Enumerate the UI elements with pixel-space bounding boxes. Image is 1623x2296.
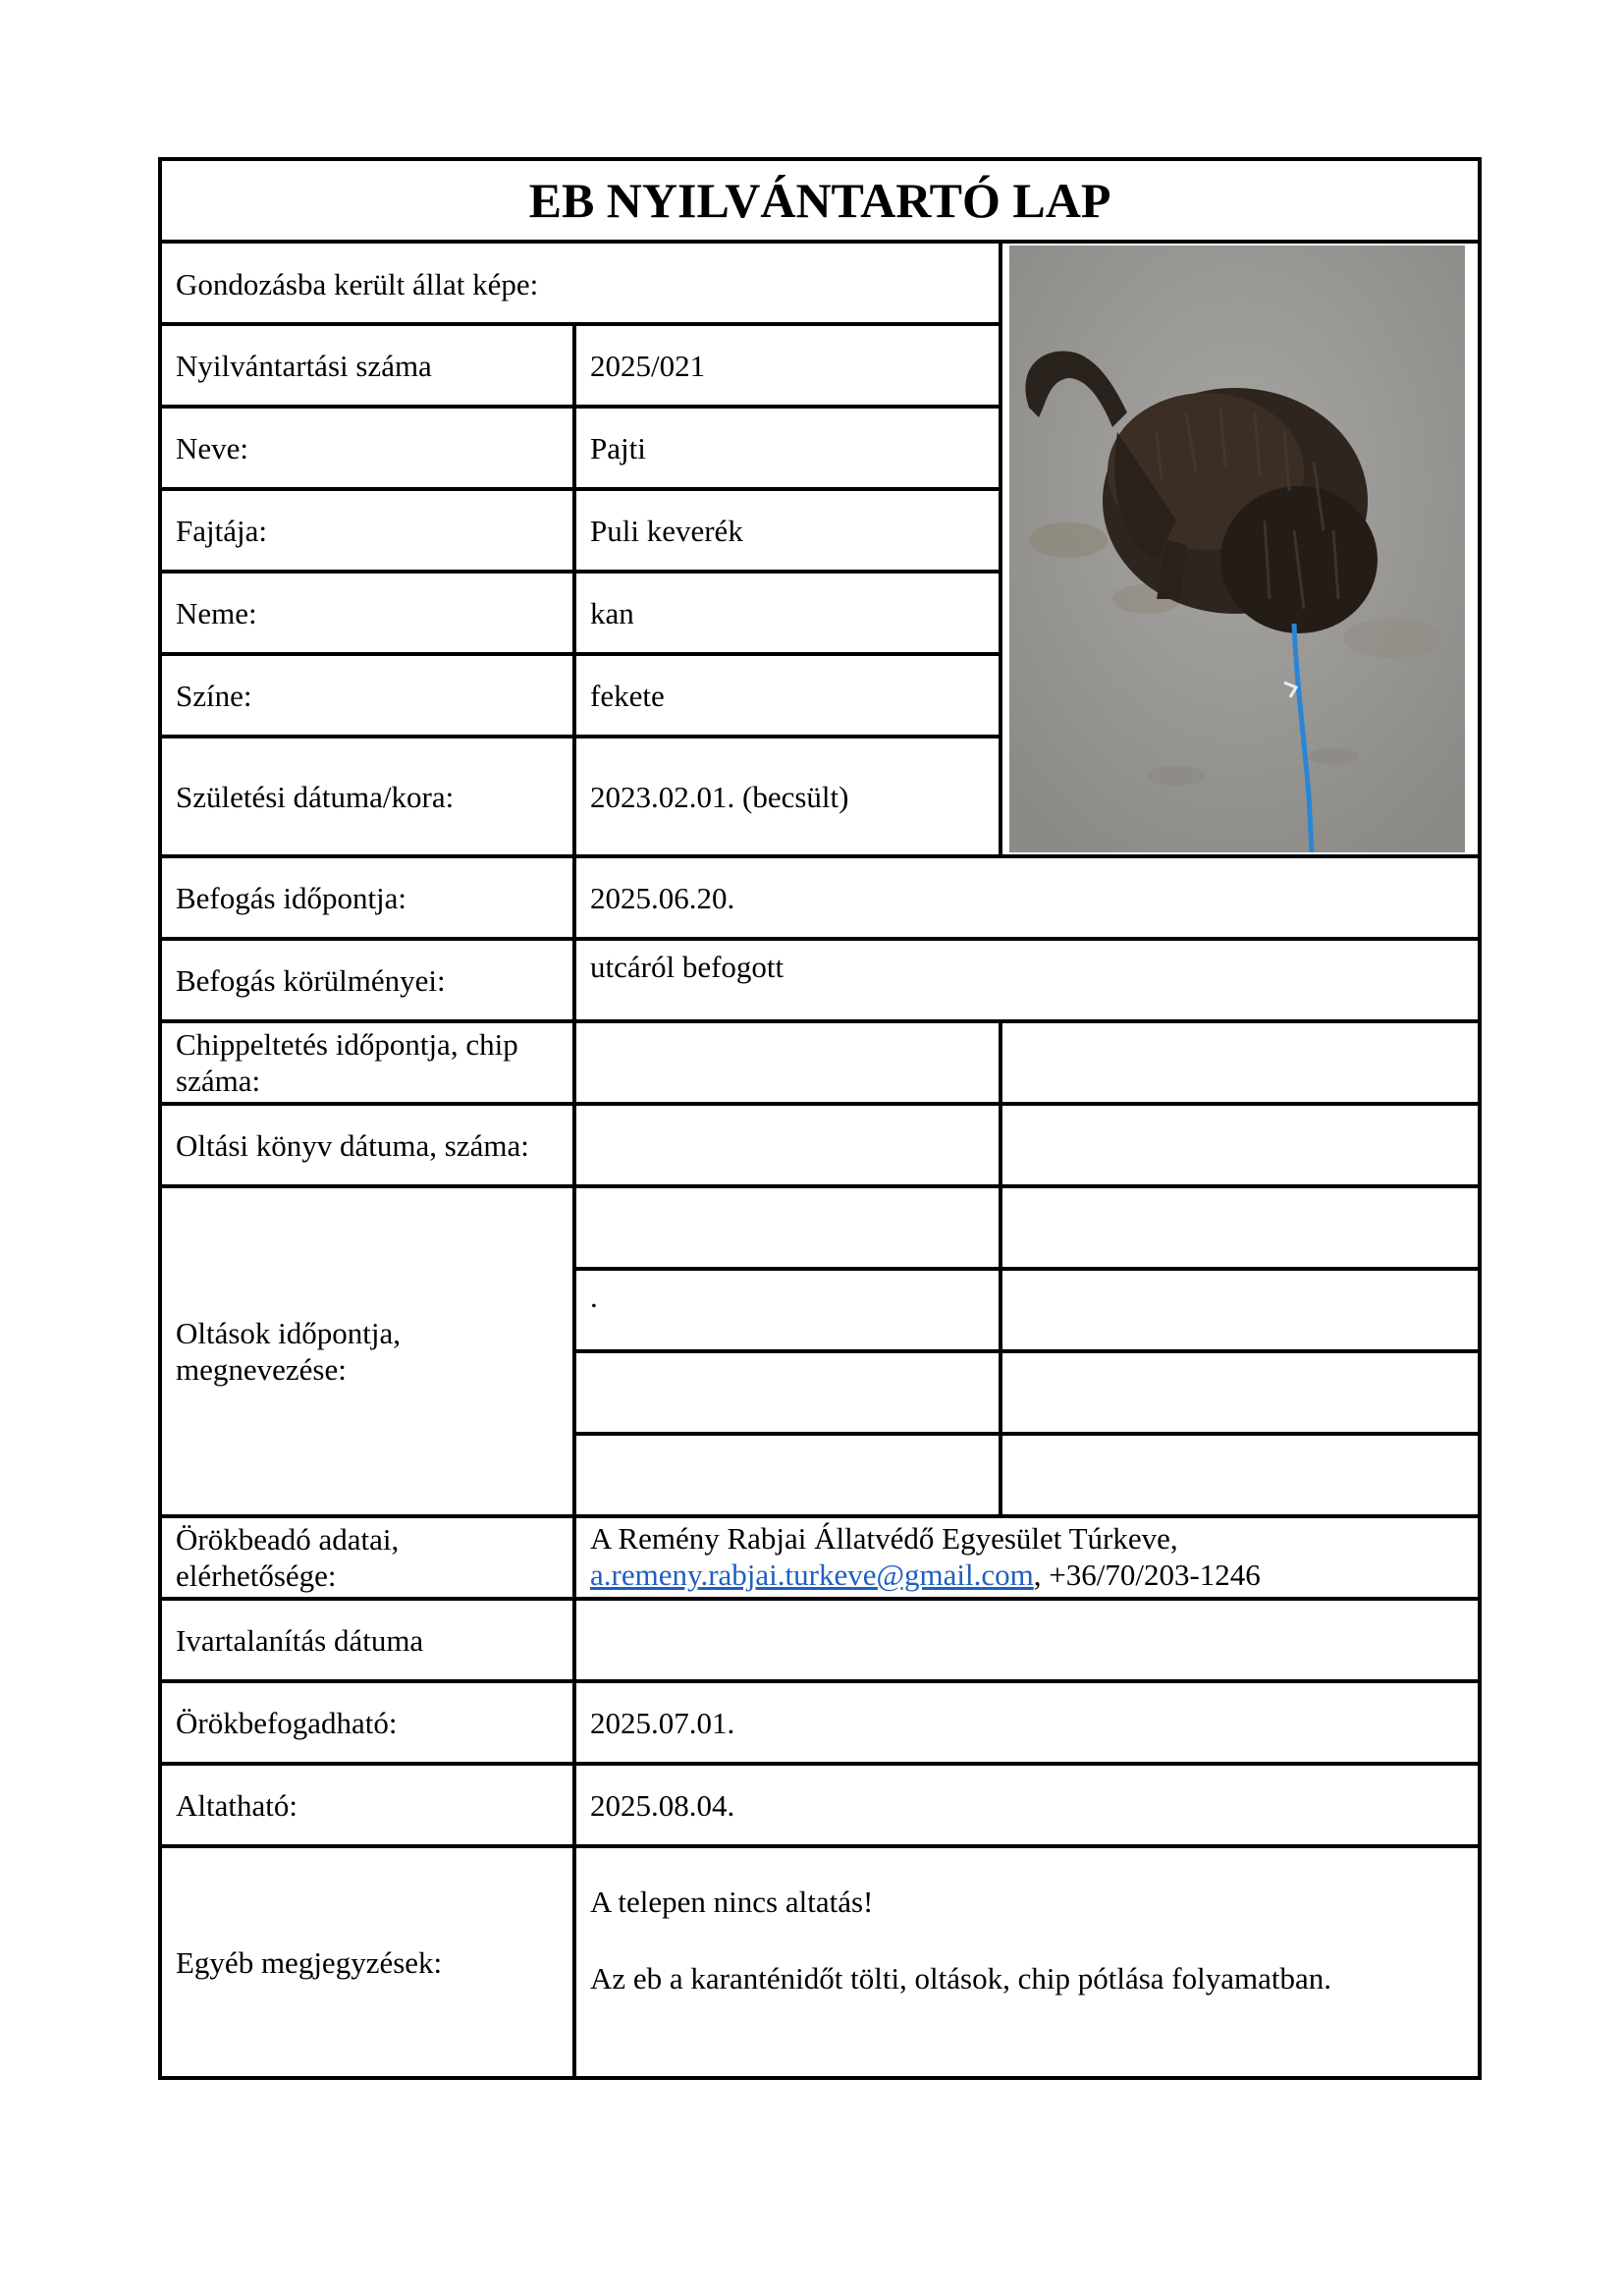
label-birth: Születési dátuma/kora: — [176, 779, 455, 814]
value-adoptable: 2025.07.01. — [590, 1705, 735, 1740]
value-euthanasia: 2025.08.04. — [590, 1787, 735, 1823]
label-breed: Fajtája: — [176, 513, 267, 548]
label-reg-no: Nyilvántartási száma — [176, 348, 432, 383]
label-vaccinations: Oltások időpontja, megnevezése: — [176, 1316, 402, 1387]
value-vaccination-book-date — [576, 1106, 999, 1184]
notes-line-1: A telepen nincs altatás! — [590, 1885, 874, 1919]
label-neuter: Ivartalanítás dátuma — [176, 1622, 424, 1658]
label-color: Színe: — [176, 678, 252, 713]
label-owner: Örökbeadó adatai, elérhetősége: — [176, 1522, 400, 1593]
owner-email-link[interactable]: a.remeny.rabjai.turkeve@gmail.com — [590, 1558, 1034, 1592]
label-euthanasia: Altatható: — [176, 1787, 298, 1823]
notes-line-2: Az eb a karanténidőt tölti, oltások, chip pótlása folyamatban. — [590, 1961, 1331, 1995]
dog-photo — [1009, 246, 1465, 852]
value-neuter — [576, 1601, 1478, 1679]
label-name: Neve: — [176, 430, 249, 465]
label-capture-circumstances: Befogás körülményei: — [176, 962, 446, 998]
value-birth: 2023.02.01. (becsült) — [590, 779, 849, 814]
owner-contact — [590, 1557, 1464, 1593]
value-chip-number — [1002, 1023, 1478, 1102]
vaccination-dot: . — [590, 1280, 598, 1314]
owner-org: A Remény Rabjai Állatvédő Egyesület Túrkeve, — [590, 1521, 1178, 1556]
value-color: fekete — [590, 678, 665, 713]
value-chip-date — [576, 1023, 999, 1102]
value-capture-date: 2025.06.20. — [590, 880, 735, 915]
value-sex: kan — [590, 595, 634, 630]
dog-image — [1009, 246, 1465, 852]
label-notes: Egyéb megjegyzések: — [176, 1944, 443, 1980]
value-reg-no: 2025/021 — [590, 348, 706, 383]
value-notes — [576, 1848, 1478, 2076]
form-title: EB NYILVÁNTARTÓ LAP — [162, 161, 1478, 244]
owner-phone: , +36/70/203-1246 — [1033, 1558, 1261, 1592]
value-vaccination-book-number — [1002, 1106, 1478, 1184]
value-name: Pajti — [590, 430, 646, 465]
value-owner — [576, 1518, 1478, 1597]
label-sex: Neme: — [176, 595, 257, 630]
label-vaccination-book: Oltási könyv dátuma, száma: — [176, 1127, 529, 1163]
label-adoptable: Örökbefogadható: — [176, 1705, 398, 1740]
value-capture-circumstances: utcáról befogott — [590, 950, 784, 984]
value-breed: Puli keverék — [590, 513, 743, 548]
label-chip: Chippeltetés időpontja, chip száma: — [176, 1027, 518, 1098]
label-capture-date: Befogás időpontja: — [176, 880, 407, 915]
registration-form — [158, 157, 1482, 2080]
photo-label: Gondozásba került állat képe: — [176, 266, 539, 301]
